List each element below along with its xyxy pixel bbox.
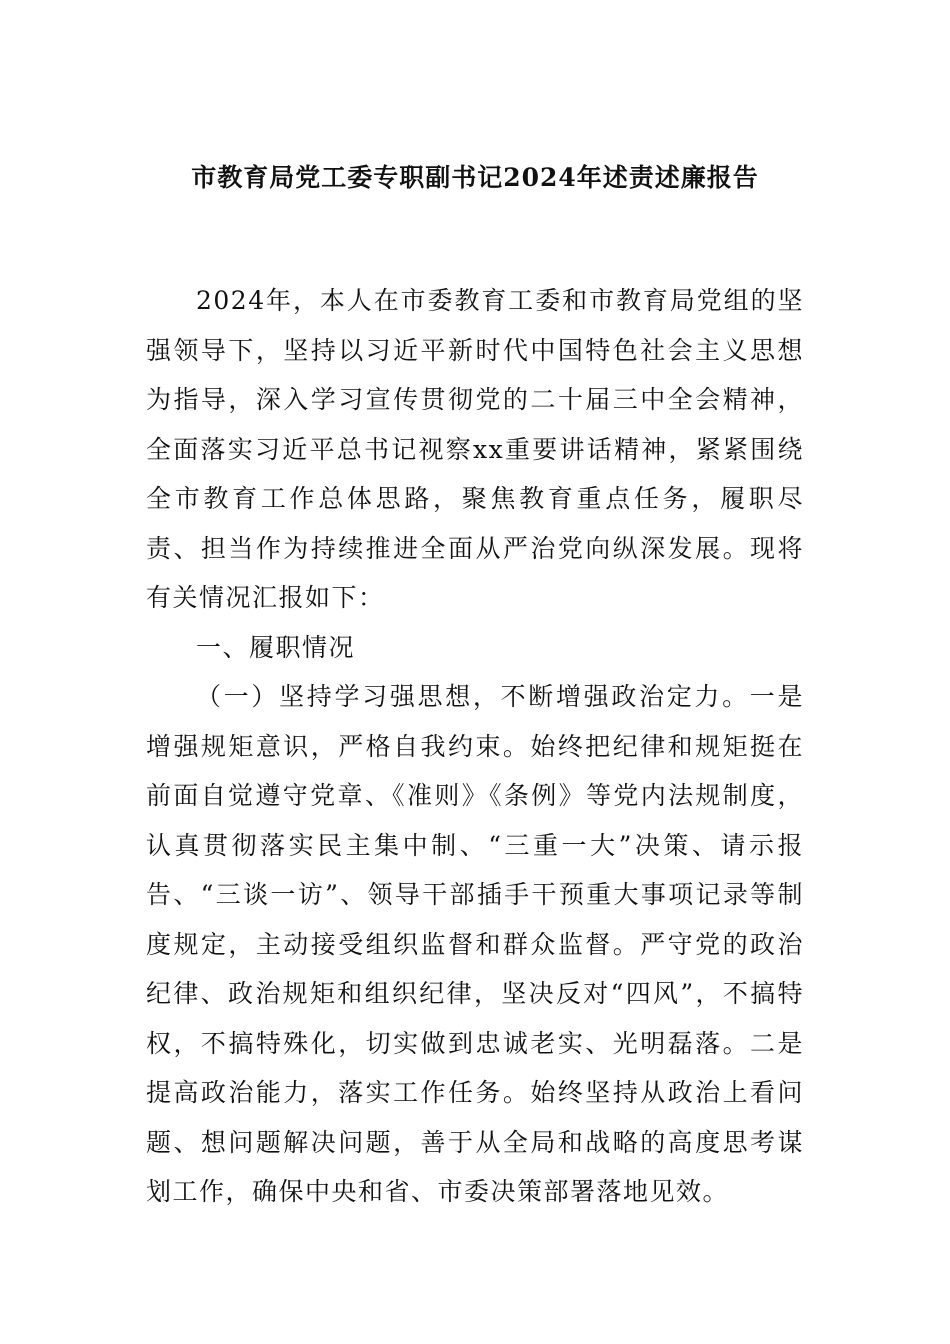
document-body [146,276,804,1217]
section-heading: 一、履职情况 [196,632,356,662]
document-title: 市教育局党工委专职副书记2024年述责述廉报告 [191,163,759,192]
section-paragraph: （一）坚持学习强思想，不断增强政治定力。一是增强规矩意识，严格自我约束。始终把纪律和规矩挺在前面自觉遵守党章、《准则》《条例》等党内法规制度，认真贯彻落实民主集中制、“三重一大”决策、请示报告、“三谈一访”、领导干部插手干预重大事项记录等制度规定，主动接受组织监督和群众监督。严守党的政治纪律、政治规矩和组织纪律，坚决反对“四风”，不搞特权，不搞特殊化，切实做到忠诚老实、光明磊落。二是提高政治能力，落实工作任务。始终坚持从政治上看问题、想问题解决问题，善于从全局和战略的高度思考谋划工作，确保中央和省、市委决策部署落地见效。 [146,682,804,1206]
intro-paragraph: 2024年，本人在市委教育工委和市教育局党组的坚强领导下，坚持以习近平新时代中国特色社会主义思想为指导，深入学习宣传贯彻党的二十届三中全会精神，全面落实习近平总书记视察xx重要讲话精神，紧紧围绕全市教育工作总体思路，聚焦教育重点任务，履职尽责、担当作为持续推进全面从严治党向纵深发展。现将有关情况汇报如下： [146,286,804,612]
